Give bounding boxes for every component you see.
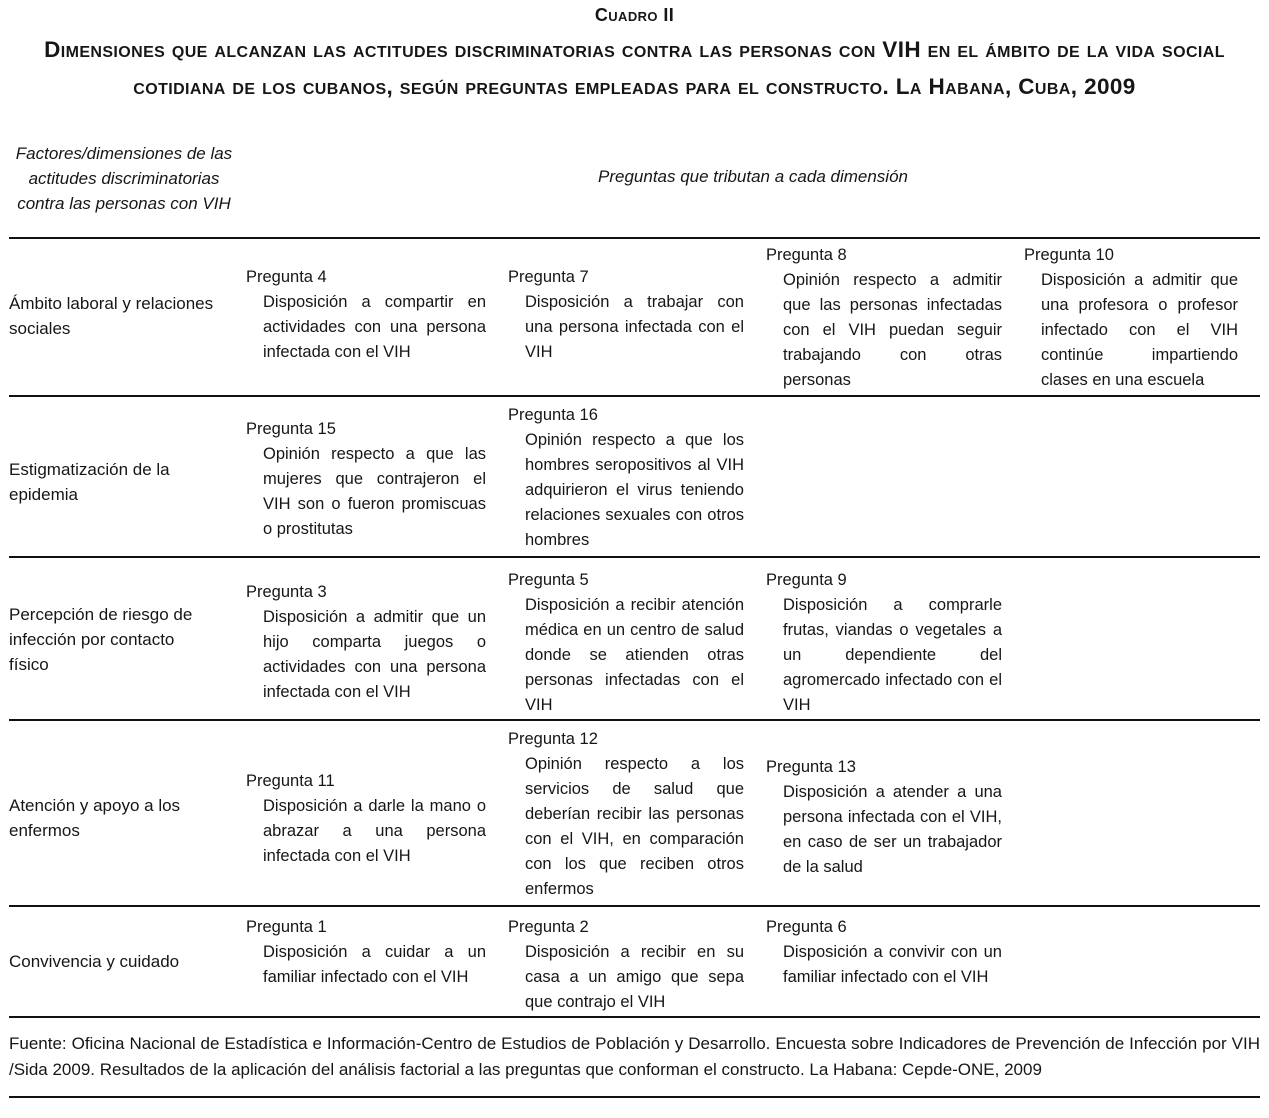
question-text: Opinión respecto a los servicios de salud que deberían recibir las personas con el VIH, en comparación con los que reciben otros enfermos: [525, 755, 744, 898]
question-text: Disposición a darle la mano o abrazar a una persona infectada con el VIH: [263, 797, 486, 865]
question-cell: [1024, 239, 1260, 395]
column-header-dimensions: Factores/dimensiones de las actitudes discriminatorias contra las personas con VIH: [15, 144, 233, 213]
question-text: Opinión respecto a que las mujeres que contrajeron el VIH son o fueron promiscuas o prostitutas: [263, 445, 486, 538]
empty-cell: [1024, 397, 1260, 556]
question-text: Disposición a cuidar a un familiar infectado con el VIH: [263, 943, 486, 986]
question-cell: [766, 558, 1024, 719]
dimension-label: Percepción de riesgo de infección por contacto físico: [9, 605, 193, 674]
question-label: Pregunta 10: [1024, 246, 1114, 264]
question-label: Pregunta 13: [766, 758, 856, 776]
question-cell: [508, 907, 766, 1016]
question-cell: [246, 397, 508, 556]
empty-cell: [1024, 558, 1260, 719]
table-row: [9, 237, 1260, 395]
table-caption: Cuadro II: [594, 5, 675, 25]
question-label: Pregunta 16: [508, 406, 598, 424]
table-row: [9, 719, 1260, 905]
question-label: Pregunta 2: [508, 918, 589, 936]
question-text: Disposición a admitir que una profesora o profesor infectado con el VIH continúe impartiendo clases en una escuela: [1041, 271, 1238, 389]
question-text: Opinión respecto a que los hombres seropositivos al VIH adquirieron el virus teniendo relaciones sexuales con otros hombres: [525, 431, 744, 549]
question-text: Disposición a compartir en actividades con una persona infectada con el VIH: [263, 293, 486, 361]
bottom-rule: [9, 1096, 1260, 1098]
question-text: Disposición a trabajar con una persona infectada con el VIH: [525, 293, 744, 361]
question-label: Pregunta 15: [246, 420, 336, 438]
dimension-label: Estigmatización de la epidemia: [9, 460, 170, 504]
question-label: Pregunta 3: [246, 583, 327, 601]
table-title: Dimensiones que alcanzan las actitudes discriminatorias contra las personas con VIH en el ámbito de la vida social cotidiana de los cubanos, según preguntas empleadas para el constructo. La Habana, Cuba, 2009: [44, 37, 1225, 99]
table-row: [9, 905, 1260, 1018]
question-cell: [766, 721, 1024, 905]
question-text: Disposición a admitir que un hijo comparta juegos o actividades con una persona infectada con el VIH: [263, 608, 486, 701]
question-text: Disposición a convivir con un familiar infectado con el VIH: [783, 943, 1002, 986]
dimension-label: Atención y apoyo a los enfermos: [9, 796, 181, 840]
question-cell: [508, 558, 766, 719]
question-label: Pregunta 4: [246, 268, 327, 286]
question-label: Pregunta 1: [246, 918, 327, 936]
question-text: Disposición a recibir en su casa a un amigo que sepa que contrajo el VIH: [525, 943, 744, 1011]
column-header-questions: Preguntas que tributan a cada dimensión: [598, 167, 908, 186]
question-label: Pregunta 9: [766, 571, 847, 589]
question-cell: [246, 558, 508, 719]
question-label: Pregunta 5: [508, 571, 589, 589]
question-label: Pregunta 11: [246, 772, 335, 790]
question-cell: [246, 239, 508, 395]
question-cell: [766, 239, 1024, 395]
source-note: Fuente: Oficina Nacional de Estadística e Información-Centro de Estudios de Población y Desarrollo. Encuesta sobre Indicadores de Prevención de Infección por VIH /Sida 2009. Resultados de la aplicación del análisis factorial a las preguntas que conforman el constructo. La Habana: Cepde-ONE, 2009: [9, 1034, 1260, 1079]
question-text: Disposición a recibir atención médica en un centro de salud donde se atienden otras personas infectadas con el VIH: [525, 596, 744, 714]
question-label: Pregunta 6: [766, 918, 847, 936]
dimension-label: Convivencia y cuidado: [9, 952, 180, 971]
question-cell: [246, 907, 508, 1016]
table-row: [9, 395, 1260, 556]
question-label: Pregunta 7: [508, 268, 589, 286]
question-cell: [508, 721, 766, 905]
question-text: Disposición a comprarle frutas, viandas o vegetales a un dependiente del agromercado infectado con el VIH: [783, 596, 1002, 714]
empty-cell: [1024, 907, 1260, 1016]
dimension-label: Ámbito laboral y relaciones sociales: [9, 294, 214, 338]
question-text: Opinión respecto a admitir que las personas infectadas con el VIH puedan seguir trabajando con otras personas: [783, 271, 1002, 389]
question-cell: [508, 239, 766, 395]
question-cell: [246, 721, 508, 905]
table-row: [9, 556, 1260, 719]
question-label: Pregunta 8: [766, 246, 847, 264]
question-text: Disposición a atender a una persona infectada con el VIH, en caso de ser un trabajador de la salud: [783, 783, 1002, 876]
empty-cell: [766, 397, 1024, 556]
column-headers: [9, 141, 1260, 237]
question-cell: [508, 397, 766, 556]
question-label: Pregunta 12: [508, 730, 598, 748]
question-cell: [766, 907, 1024, 1016]
empty-cell: [1024, 721, 1260, 905]
